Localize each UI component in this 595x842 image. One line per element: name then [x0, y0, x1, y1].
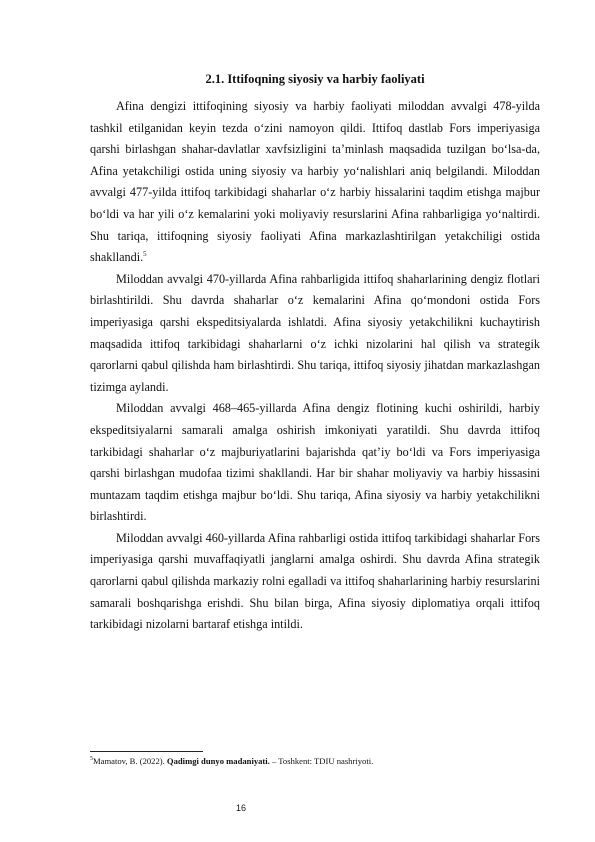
footnote-number: 5: [90, 756, 93, 762]
footnote: [90, 753, 540, 768]
paragraph: Miloddan avvalgi 470-yillarda Afina rahbarligida ittifoq shaharlarining dengiz flotlari birlashtirildi. Shu davrda shaharlar o‘z kemalarini Afina qo‘mondoni ostida Fors imperiyasiga qarshi ekspeditsiyalarda ishlatdi. Afina siyosiy yetakchilikni kuchaytirish maqsadida ittifoq tarkibidagi shaharlarni o‘z ichki nizolarini hal qilish va strategik qarorlarni qabul qilishda ham birlashtirdi. Shu tariqa, ittifoq siyosiy jihatdan markazlashgan tizimga aylandi.: [90, 271, 540, 394]
paragraph: Miloddan avvalgi 460-yillarda Afina rahbarligi ostida ittifoq tarkibidagi shaharlar Fors imperiyasiga qarshi muvaffaqiyatli janglarni amalga oshirdi. Shu davrda Afina strategik qarorlarni qabul qilishda markaziy rolni egalladi va ittifoq shaharlarining harbiy resurslarini samarali boshqarishga erishdi. Shu bilan birga, Afina siyosiy diplomatiya orqali ittifoq tarkibidagi nizolarni bartaraf etishga intildi.: [90, 530, 540, 632]
footnote-author: Mamatov, B. (2022).: [93, 755, 167, 766]
section-heading: 2.1. Ittifoqning siyosiy va harbiy faoliyati: [205, 72, 425, 86]
paragraph: Miloddan avvalgi 468–465-yillarda Afina dengiz flotining kuchi oshirildi, harbiy ekspeditsiyalarni samarali amalga oshirish imkoniyati yaratildi. Shu davrda ittifoq tarkibidagi shaharlar o‘z majburiyatlarini bajarishda qat’iy bo‘ldi va Fors imperiyasiga qarshi birlashgan mudofaa tizimi shakllandi. Har bir shahar moliyaviy va harbiy hissasini muntazam taqdim etishga majbur bo‘ldi. Shu tariqa, Afina siyosiy va harbiy yetakchilikni birlashtirdi.: [90, 401, 540, 524]
paragraph: [90, 96, 540, 269]
footnote-divider: [90, 751, 203, 752]
footnote-reference: 5: [143, 250, 147, 259]
footnote-title: Qadimgi dunyo madaniyati.: [166, 755, 270, 766]
page-number: 16: [236, 803, 247, 813]
body-text: [90, 96, 540, 636]
paragraph-text: Afina dengizi ittifoqining siyosiy va harbiy faoliyati miloddan avvalgi 478-yilda tashkil etilganidan keyin tezda o‘zini namoyon qildi. Ittifoq dastlab Fors imperiyasiga qarshi birlashgan shahar-davlatlar xavfsizligini ta’minlash maqsadida tuzilgan bo‘lsa-da, Afina yetakchiligi ostida uning siyosiy va harbiy yo‘nalishlari aniq belgilandi. Miloddan avvalgi 477-yilda ittifoq tarkibidagi shaharlar o‘z harbiy hissalarini taqdim etishga majbur bo‘ldi va har yili o‘z kemalarini yoki moliyaviy resurslarini Afina rahbarligiga yo‘naltirdi. Shu tariqa, ittifoqning siyosiy faoliyati Afina markazlashtirilgan yetakchiligi ostida shakllandi.: [90, 99, 540, 265]
footnote-publisher: – Toshkent: TDIU nashriyoti.: [269, 755, 374, 766]
